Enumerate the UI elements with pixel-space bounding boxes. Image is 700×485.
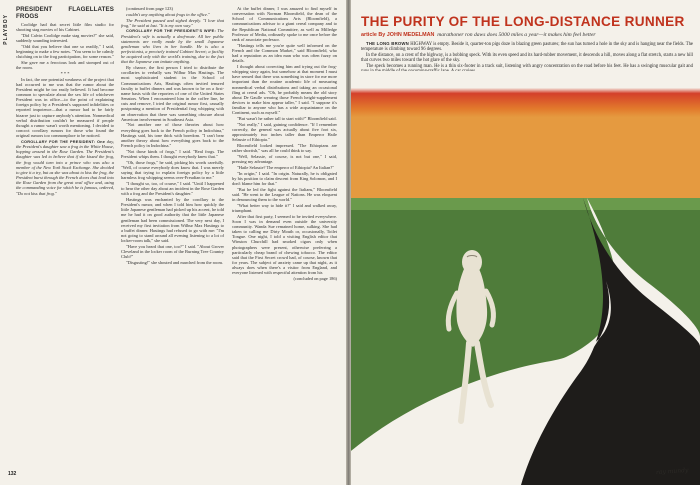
illustration [351, 71, 700, 485]
paragraph: "Not another one of those theories about how everything goes back to the French policy in Indochina," Hastings said, his tone thick with boredom. "I can't bear another theory about how everything goes back to the French policy in Indochina." [121, 122, 224, 149]
sky [351, 71, 700, 211]
author-label: article By JOHN MEDELMAN [361, 32, 435, 38]
left-column-3 [232, 6, 337, 474]
lead-paragraph: The speck becomes a running man. He is a thin six-footer in a track suit, listening with angry concentration on the road before his feet. He has a swinging muscular gait and [366, 63, 693, 69]
horizon-band [351, 198, 700, 210]
paragraph: "What better way to hide it?" I said and walked away, triumphant. [232, 202, 337, 213]
paragraph: After that first party, I seemed to be invited everywhere. Soon I was in demand even outside the university community. Wanda Sue remained home, sulking. She had taken to calling me Dirty Mouth or, occasionally, Toilet Tongue. One night, I told a visiting English editor that Winston Churchill had smoked cigars only when photographers were present, otherwise preferring a particularly cheap brand of chewing tobacco. The editor said that the First Secret crowd had, of course, known that for years. The subject of anxiety came up that night, as it always does when there's a visitor from England, and everyone listened with respectful attention from his [232, 213, 337, 276]
paragraph: In fact, the one potential weakness of the project that had occurred to me was that the rumor about the President might be too easily believed. It had become common to speculate about the sex life of whichever President was in office—to the point of explaining foreign policy by a President's supposed infidelities or reported impotence—that a rumor had to be fairly bizarre just to capture anybody's attention. Nonmedical verbal distribution couldn't be measured if people thought a rumor wasn't worth mentioning. I decided to concoct corollary rumors for those who found the original rumors too commonplace to be noticed. [16, 76, 114, 139]
paragraph: By chance, the first person I tried to distribute the corollaries to verbally was Wilbur Max Hastings. The most sophisticated student in the School of Communications Arts, Hastings often invited tenured faculty to buffet dinners and was known to be on a first-name basis with the reporters of one of the United States Senators. When I encountered him in the coffee line, he cuts and remove, I tried the original rumor first, casually postponing a mention of Presidential frog whipping with an observation that there was something obscure about American involvement in Southeast Asia. [121, 65, 224, 122]
corollary-label: COROLLARY FOR THE PRESIDENT: One [21, 139, 106, 144]
paragraph: "But wasn't he rather tall to start with?" Bloomfield said. [237, 116, 337, 122]
lead-paragraph: HIGHWAY is empty. Beside it, quarter-ton pigs doze in blazing green pastures; the sun has turned a hole in the sky and is hanging near the fields. The temperature is climbing toward 96 degrees. [361, 42, 694, 53]
right-page [351, 0, 700, 485]
deck: marathoner ron daws does 5000 miles a year—it makes him feel better [437, 32, 596, 38]
article-head: PRESIDENT FLAGELLATES FROGS [16, 6, 114, 20]
paragraph: Hastings was enchanted by the corollary to the President's rumor, and when I told him how quickly the little Japanese gentleman had picked up his accent, he told me he had it on good authority that the little Japanese gentleman had been commissioned. The very next day, I received my first invitation from Wilbur Max Hastings to a buffet dinner. Hastings had refused to go with me: "I'm not going to stand around all evening listening to a lot of locker-room talk," she said. [121, 196, 224, 244]
paragraph: Coolidge had that secret little film studio for shooting stag movies of his Cabinet. [16, 22, 114, 33]
byline [361, 32, 696, 38]
runner-illustration [351, 71, 700, 485]
corollary-text: day, the President's daughter saw a frog in the White House, hopping around in the Rose Garden. The President's daughter was led to believe that if she kissed the frog, the frog would turn into a prince who was also a member of the New York Stock Exchange. She decided to give it a try, but as she was about to kiss the frog, the President burst through the French doors that lead into the Rose Garden from the great oval office and, using the commanding voice for which he is famous, ordered, "Do not kiss that frog." [16, 139, 114, 196]
section-break: * * * [60, 70, 70, 76]
paragraph: "Oh, those frogs," he said, picking his words carefully. "Well, of course everybody does know that. I was merely saying that trying to explain foreign policy by a little harmless frog whipping seems over-Freudian to me." [121, 159, 224, 181]
paragraph: She gave me a ferocious look and stomped out of the room. [16, 59, 114, 71]
paragraph: Bloomfield looked impressed. "The Ethiopians are rather shortish," was all he could think to say. [232, 143, 337, 154]
paragraph: At the buffet dinner, I was amazed to find myself in conversation with Norman Bloomfield, the dean of the School of Communications Arts (Bloomfield), a communications advisor to a giant cereal company and to the Republican National Committee, as well as Milledge Professor of Media, ordinarily spoke to me once before the rank of associate professor. [232, 6, 337, 42]
left-column-2 [121, 6, 224, 474]
paragraph: "Odd that you believe that one so readily," I said, beginning to make a few notes. "You seem to be calmly clutching on to the frog participation, for some reason." [16, 43, 114, 60]
paragraph: "Hastings tells me you're quite well informed on the French and the Common Market," said Bloomfield, who had a reputation as an idea man who was often fuzzy on details. [232, 42, 337, 64]
paragraph: "Well, Selassie, of course, is not but one," I said, pressing my advantage. [232, 153, 337, 165]
paragraph: "I thought so, too, of course," I said. "Until I happened to hear the other day about an incident in the Rose Garden with a frog and the President's daughter." [121, 180, 224, 197]
lead-smallcaps: THE LONG BROWN [366, 41, 409, 46]
continued-note: (continued from page 123) [126, 6, 173, 11]
lead-text [361, 41, 693, 75]
article-title: THE PURITY OF THE LONG-DISTANCE RUNNER [361, 14, 685, 29]
running-head: PLAYBOY [3, 14, 9, 45]
paragraph: "Haile Selassie? The emperor of Ethiopia? An Italian?" [237, 164, 335, 170]
page-number: 132 [8, 471, 17, 477]
continued-note: (concluded on page 186) [293, 276, 337, 282]
paragraph: "Disgusting!" she shouted and marched from the room. [126, 260, 223, 266]
paragraph: I thought about correcting him and trying out the frog-whipping story again, but somehow at that moment I must have sensed that there was something in store for me more important than the routine academic life of measuring nonmedical verbal distributions and taking an occasional fling at cereal ads. "Oh, he probably means the old story about De Gaulle wearing those French height-supplement devices to make him appear taller," I said. "I suppose it's familiar to anyone who has a wide acquaintance on the Continent, such as myself." [232, 63, 337, 116]
paragraph: The President paused and sighed deeply. "I love that frog," he said at last. "It is my own way." [121, 17, 224, 28]
paragraph: "Did Calvin Coolidge make stag movies?" she said, suddenly sounding interested. [16, 32, 114, 44]
paragraph: "In origin," I said. "In origin. Naturally, he is obligated by his position to claim descent from King Solomon, and I don't blame him for that." [232, 170, 337, 186]
paragraph: couldn't any anything about frogs in the office." [126, 11, 210, 17]
paragraph: "Not those kinds of frogs," I said. "Real frogs. The President whips them. I thought everybody knew that." [121, 148, 224, 159]
corollary-label: COROLLARY FOR THE PRESIDENT'S WIFE: [126, 28, 216, 34]
paragraph: "But he led the fight against the Italians," Bloomfield said. "He went to the League of Nations. He was eloquent in denouncing them to the world." [232, 186, 337, 202]
artist-signature: ray mundy [655, 466, 689, 477]
left-page [0, 0, 346, 485]
left-column-1 [16, 6, 114, 474]
paragraph: "Have you heard that one, too?" I said. "About Grover Cleveland in the locker room of the Burning Tree Country Club?" [121, 243, 224, 260]
paragraph: "Not really," I said, gaining confidence. "If I remember correctly, the general was actually about five foot six, approximately two inches taller than Emperor Haile Selassie of Ethiopia." [232, 121, 337, 143]
lead-paragraph: In the distance, on a crest of the highway, is a bobbing speck. With its even speed and its hard-rubber movement, it descends a hill, moves along a flat stretch, starts a new hill that curves two miles toward the hot glare of the sky. [361, 52, 693, 64]
corollary-text: The President's wife is actually a deaf-mute. All her public statements are really made by the small Japanese gentleman who lives in her handle. He is also a perfectionist, a precisely trained Cabinet Secret; a facility he acquired only with the world's training, due to the fact that the Japanese can imitate anything. [121, 28, 224, 65]
